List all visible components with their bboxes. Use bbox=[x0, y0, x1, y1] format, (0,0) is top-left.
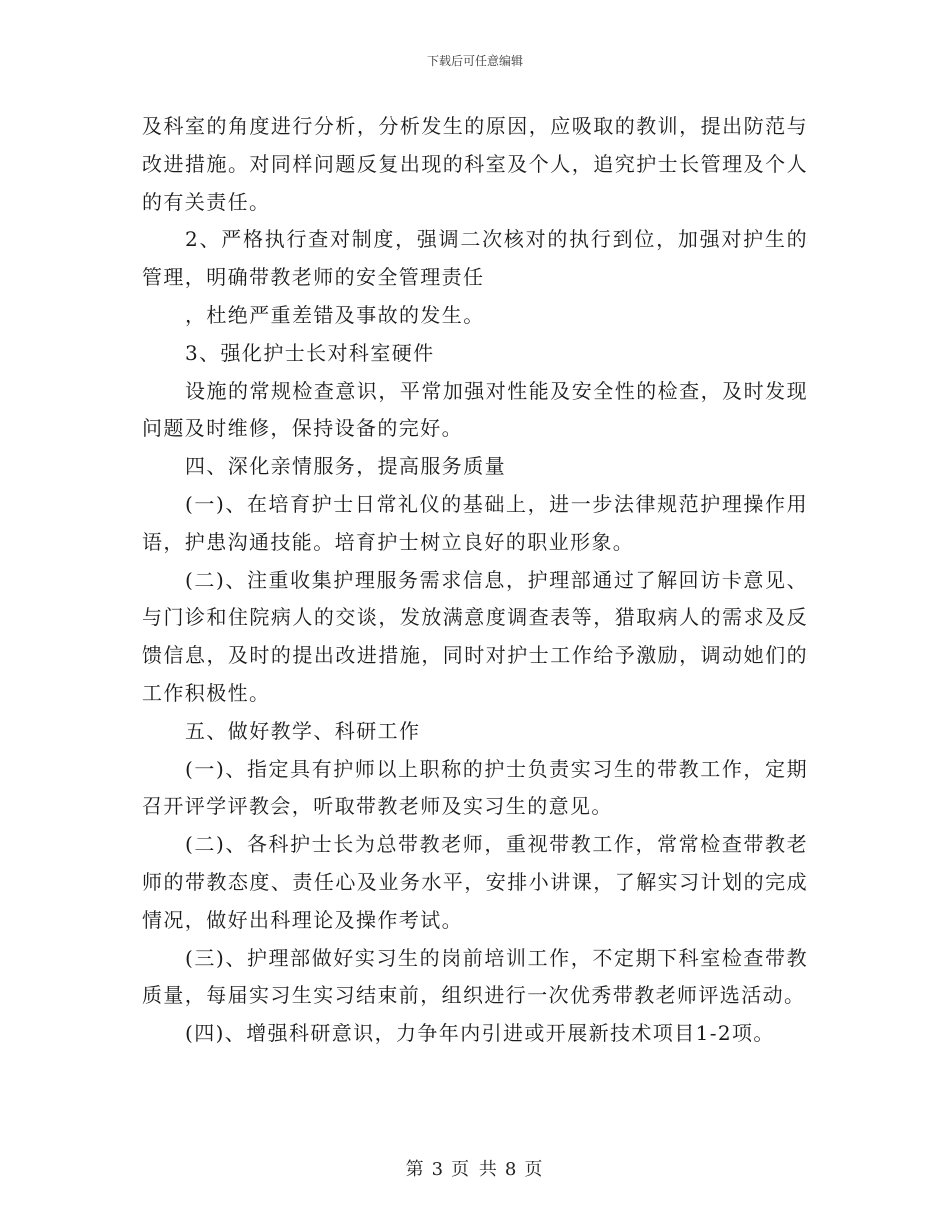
paragraph-12: (三)、护理部做好实习生的岗前培训工作，不定期下科室检查带教质量，每届实习生实习结束前，组织进行一次优秀带教老师评选活动。 bbox=[142, 945, 808, 1008]
paragraph-5: 设施的常规检查意识，平常加强对性能及安全性的检查，及时发现问题及时维修，保持设备的完好。 bbox=[142, 378, 808, 441]
footer-suffix: 页 bbox=[524, 1159, 545, 1180]
paragraph-4: 3、强化护士长对科室硬件 bbox=[185, 340, 435, 365]
paragraph-13: (四)、增强科研意识，力争年内引进或开展新技术项目1-2项。 bbox=[185, 1021, 775, 1046]
document-body bbox=[142, 108, 808, 1053]
paragraph-11: (二)、各科护士长为总带教老师，重视带教工作，常常检查带教老师的带教态度、责任心及业务水平，安排小讲课，了解实习计划的完成情况，做好出科理论及操作考试。 bbox=[142, 832, 808, 932]
paragraph-7: (一)、在培育护士日常礼仪的基础上，进一步法律规范护理操作用语，护患沟通技能。培育护士树立良好的职业形象。 bbox=[142, 491, 808, 554]
paragraph-2: 2、严格执行查对制度，强调二次核对的执行到位，加强对护生的管理，明确带教老师的安全管理责任 bbox=[142, 227, 808, 290]
current-page-number: 3 bbox=[431, 1159, 446, 1180]
page-footer bbox=[0, 1155, 950, 1181]
section-heading-4: 四、深化亲情服务，提高服务质量 bbox=[185, 454, 506, 479]
footer-middle: 页 共 bbox=[451, 1159, 499, 1180]
page-header: 下载后可任意编辑 bbox=[426, 54, 523, 68]
paragraph-1: 及科室的角度进行分析，分析发生的原因，应吸取的教训，提出防范与改进措施。对同样问题反复出现的科室及个人，追究护士长管理及个人的有关责任。 bbox=[142, 114, 808, 214]
paragraph-8: (二)、注重收集护理服务需求信息，护理部通过了解回访卡意见、与门诊和住院病人的交谈，发放满意度调查表等，猎取病人的需求及反馈信息，及时的提出改进措施，同时对护士工作给予激励，调动她们的工作积极性。 bbox=[142, 567, 808, 705]
total-pages-number: 8 bbox=[504, 1159, 519, 1180]
paragraph-3: ，杜绝严重差错及事故的发生。 bbox=[185, 302, 485, 327]
footer-prefix: 第 bbox=[405, 1159, 426, 1180]
section-heading-5: 五、做好教学、科研工作 bbox=[185, 718, 421, 743]
paragraph-10: (一)、指定具有护师以上职称的护士负责实习生的带教工作，定期召开评学评教会，听取带教老师及实习生的意见。 bbox=[142, 756, 808, 819]
